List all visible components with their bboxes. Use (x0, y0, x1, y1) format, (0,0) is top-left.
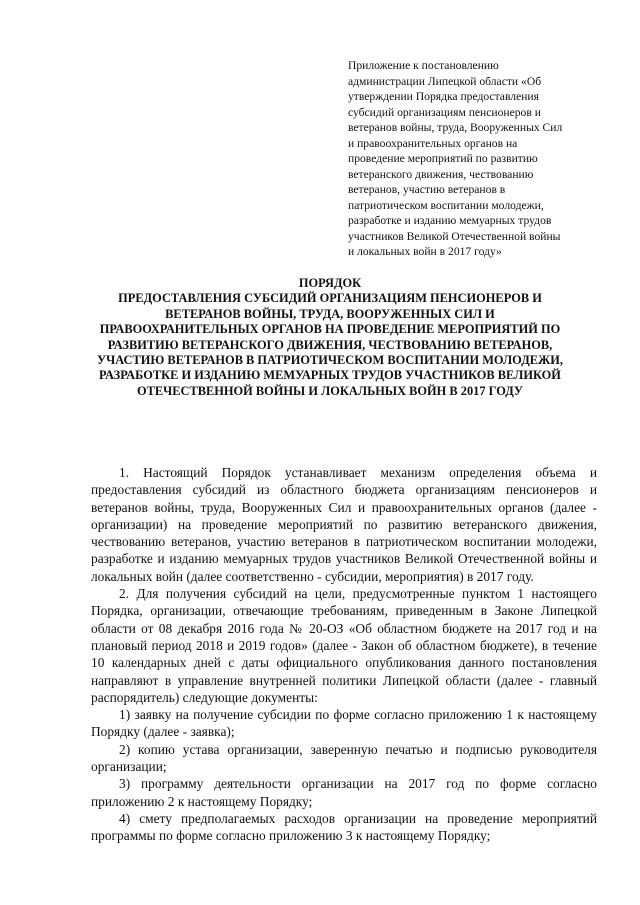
appendix-line: участников Великой Отечественной войны (348, 229, 561, 243)
title-line: ПОРЯДОК (298, 276, 362, 290)
title-line: ПРЕДОСТАВЛЕНИЯ СУБСИДИЙ ОРГАНИЗАЦИЯМ ПЕНСИОНЕРОВ И (118, 291, 542, 306)
appendix-line: разработке и изданию мемуарных трудов (348, 214, 552, 227)
list-item: 4) смету предполагаемых расходов организации на проведение мероприятий программы по форме согласно приложению 3 к настоящему Порядку; (91, 810, 597, 844)
paragraph: 1. Настоящий Порядок устанавливает механизм определения объема и предоставления субсидий из областного бюджета организациям пенсионеров и ветеранов войны, труда, Вооруженных Сил и правоохранительных органов (далее - организации) на проведение мероприятий по развитию ветеранского движения, чествованию ветеранов, участию ветеранов в патриотическом воспитании молодежи, разработке и изданию мемуарных трудов участников Великой Отечественной войны и локальных войн (далее соответственно - субсидии, мероприятия) в 2017 году. (91, 465, 597, 584)
list-item: 3) программу деятельности организации на 2017 год по форме согласно приложению 2 к настоящему Порядку; (91, 776, 597, 809)
appendix-line: администрации Липецкой области «Об (348, 74, 542, 88)
appendix-line: ветеранского движения, чествованию (348, 167, 534, 181)
title-line: РАЗВИТИЮ ВЕТЕРАНСКОГО ДВИЖЕНИЯ, ЧЕСТВОВАНИЮ ВЕТЕРАНОВ, (107, 337, 553, 352)
list-item: 2) копию устава организации, заверенную печатью и подписью руководителя организации; (91, 741, 597, 775)
appendix-line: ветеранов, участию ветеранов в (348, 183, 506, 196)
title-line: ПРАВООХРАНИТЕЛЬНЫХ ОРГАНОВ НА ПРОВЕДЕНИЕ МЕРОПРИЯТИЙ ПО (99, 322, 561, 337)
paragraph: 2. Для получения субсидий на цели, предусмотренные пунктом 1 настоящего Порядка, организации, отвечающие требованиям, приведенным в Законе Липецкой области от 08 декабря 2016 года № 20-ОЗ «Об областном бюджете на 2017 год и на плановый период 2018 и 2019 годов» (далее - Закон об областном бюджете), в течение 10 календарных дней с даты официального опубликования данного постановления направляют в управление внутренней политики Липецкой области (далее - главный распорядитель) следующие документы: (91, 586, 597, 705)
appendix-line: утверждении Порядка предоставления (348, 90, 539, 103)
title-line: ВЕТЕРАНОВ ВОЙНЫ, ТРУДА, ВООРУЖЕННЫХ СИЛ И (165, 306, 495, 321)
title-line: УЧАСТИЮ ВЕТЕРАНОВ В ПАТРИОТИЧЕСКОМ ВОСПИТАНИИ МОЛОДЕЖИ, (97, 353, 563, 368)
appendix-line: проведение мероприятий по развитию (348, 152, 538, 165)
document-body (91, 464, 597, 845)
appendix-line: Приложение к постановлению (348, 59, 499, 72)
appendix-line: и правоохранительных органов на (348, 136, 518, 150)
appendix-line: патриотическом воспитании молодежи, (348, 198, 544, 212)
appendix-line: и локальных войн в 2017 году» (348, 245, 502, 258)
list-item: 1) заявку на получение субсидии по форме согласно приложению 1 к настоящему Порядку (далее - заявка); (91, 707, 597, 740)
appendix-line: субсидий организациям пенсионеров и (348, 105, 541, 119)
title-line: ОТЕЧЕСТВЕННОЙ ВОЙНЫ И ЛОКАЛЬНЫХ ВОЙН В 2017 ГОДУ (136, 383, 524, 398)
appendix-line: ветеранов войны, труда, Вооруженных Сил (348, 121, 563, 134)
appendix-note (348, 58, 588, 260)
document-title (80, 276, 580, 399)
title-line: РАЗРАБОТКЕ И ИЗДАНИЮ МЕМУАРНЫХ ТРУДОВ УЧАСТНИКОВ ВЕЛИКОЙ (99, 368, 561, 383)
